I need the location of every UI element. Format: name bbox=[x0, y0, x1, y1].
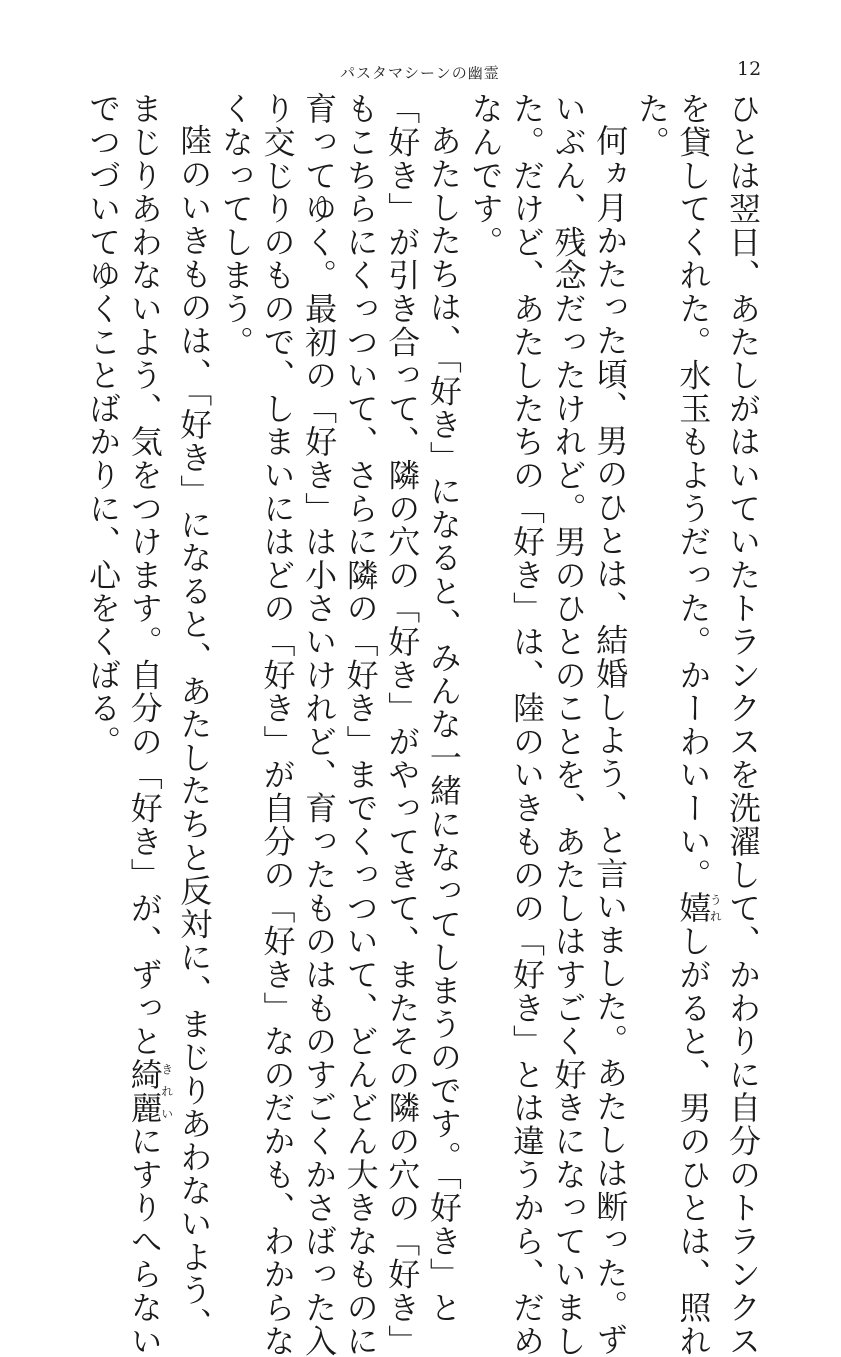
ruby-base: 綺麗 bbox=[125, 1057, 164, 1125]
text-segment: た。だけど、あたしたちの「好き」は、陸のいきものの「好き」とは違うから、だめ bbox=[508, 92, 547, 1357]
text-line bbox=[256, 92, 298, 1357]
running-title: パスタマシーンの幽霊 bbox=[340, 64, 500, 82]
text-line bbox=[589, 92, 631, 1357]
ruby-reading: きれい bbox=[159, 1057, 174, 1125]
text-line bbox=[721, 92, 763, 1357]
text-line bbox=[82, 92, 124, 1152]
body-text bbox=[84, 92, 763, 1357]
text-line bbox=[214, 92, 256, 1152]
text-line bbox=[381, 92, 423, 1357]
page-number: 12 bbox=[737, 58, 762, 80]
text-segment: り交じりのもので、しまいにはどの「好き」が自分の「好き」なのだかも、わからな bbox=[258, 92, 297, 1357]
text-line bbox=[339, 92, 381, 1357]
text-line bbox=[547, 92, 589, 1357]
text-segment: もこちらにくっついて、さらに隣の「好き」までくっついて、どんどん大きなものに bbox=[341, 92, 380, 1357]
text-line bbox=[123, 92, 174, 1357]
text-segment: にすりへらない bbox=[125, 1124, 164, 1357]
ruby-reading: うれ bbox=[708, 891, 723, 925]
text-segment: くなってしまう。 bbox=[216, 92, 255, 359]
text-line bbox=[630, 92, 672, 1152]
text-segment: 育ってゆく。最初の「好き」は小さいけれど、育ったものはものすごくかさばった入 bbox=[300, 92, 339, 1357]
ruby-base: 嬉 bbox=[674, 891, 713, 925]
text-segment: しがると、男のひとは、照れ bbox=[674, 924, 713, 1357]
text-segment: あたしたちは、「好き」になると、みんな一緒になってしまうのです。「好き」と bbox=[424, 124, 463, 1325]
text-segment: 陸のいきものは、「好き」になると、あたしたちと反対に、まじりあわないよう、 bbox=[175, 124, 214, 1341]
text-line bbox=[505, 92, 547, 1357]
text-segment: 何ヵ月かたった頃、男のひとは、結婚しよう、と言いました。あたしは断った。ず bbox=[591, 124, 630, 1357]
text-line bbox=[297, 92, 339, 1357]
text-segment: なんです。 bbox=[466, 92, 505, 259]
text-line bbox=[173, 92, 215, 1341]
text-segment: を貸してくれた。水玉もようだった。かーわいーい。 bbox=[674, 92, 713, 892]
ruby-annotation bbox=[674, 891, 723, 925]
text-line bbox=[464, 92, 506, 1152]
text-segment: でつづいてゆくことばかりに、心をくばる。 bbox=[84, 92, 123, 758]
text-segment: 「好き」が引き合って、隣の穴の「好き」がやってきて、またその隣の穴の「好き」 bbox=[383, 92, 422, 1357]
text-line bbox=[672, 92, 723, 1357]
text-segment: いぶん、残念だったけれど。男のひとのことを、あたしはすごく好きになっていまし bbox=[549, 92, 588, 1357]
text-segment: た。 bbox=[632, 92, 671, 159]
text-segment: ひとは翌日、あたしがはいていたトランクスを洗濯して、かわりに自分のトランクス bbox=[724, 92, 762, 1357]
text-segment: まじりあわないよう、気をつけます。自分の「好き」が、ずっと bbox=[125, 92, 164, 1058]
ruby-annotation bbox=[125, 1057, 174, 1125]
text-line bbox=[422, 92, 464, 1325]
